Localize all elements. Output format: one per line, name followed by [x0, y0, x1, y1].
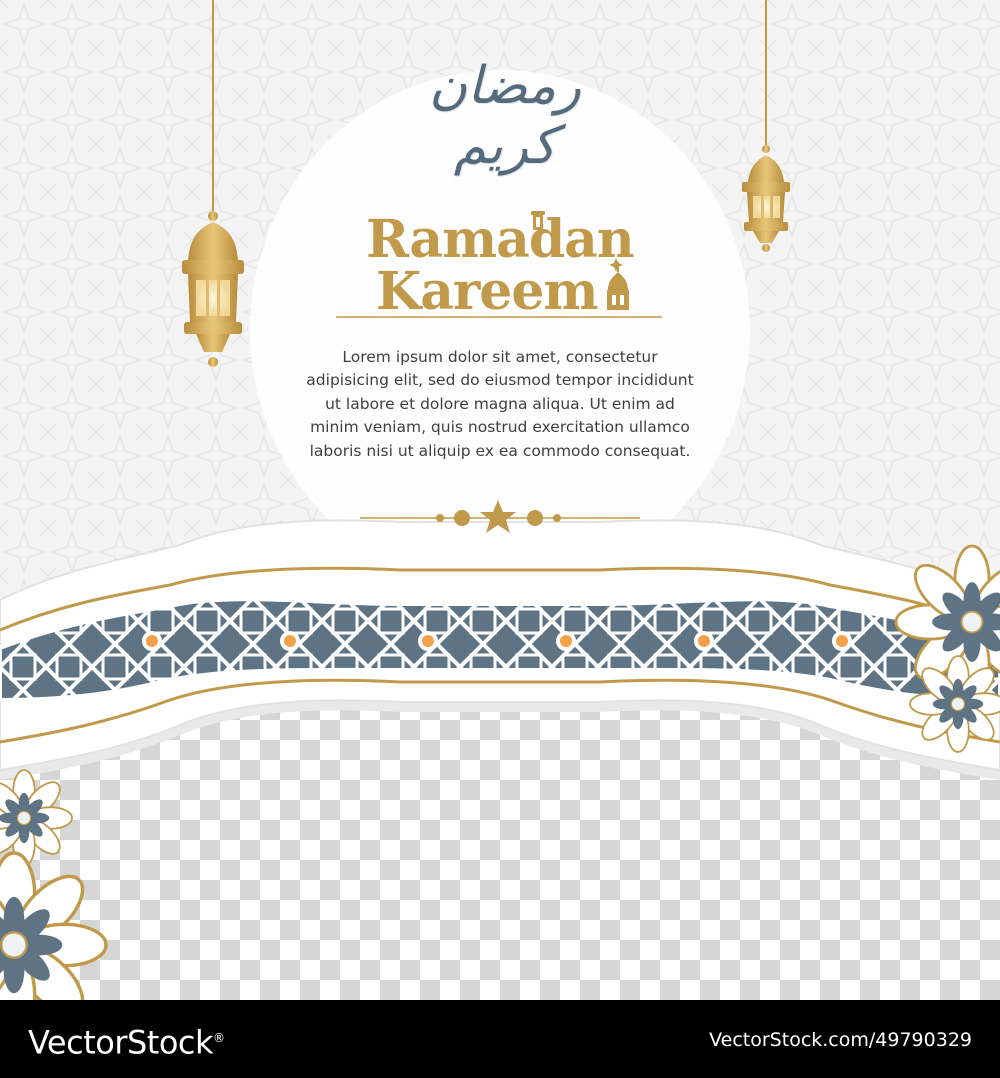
image-id-link[interactable]: VectorStock.com/49790329: [709, 1029, 972, 1051]
watermark-footer: [0, 1000, 1000, 1078]
title-line-ramadan: Ramadan: [366, 209, 634, 270]
registered-mark: ®: [213, 1031, 225, 1045]
title-line-kareem: Kareem: [376, 261, 598, 322]
flower-ornament-right-bottom: [910, 656, 1000, 752]
brand-logo: [28, 1018, 225, 1063]
arabic-calligraphy: رمضان كريم: [428, 56, 582, 176]
lorem-ipsum-paragraph: Lorem ipsum dolor sit amet, consectetur adipisicing elit, sed do eiusmod tempor incididunt ut labore et dolore magna aliqua. Ut enim ad minim veniam, quis nostrud exercitation ullamco laboris nisi ut aliquip ex ea commodo consequat.: [306, 348, 694, 460]
brand-name: VectorStock: [28, 1023, 214, 1062]
